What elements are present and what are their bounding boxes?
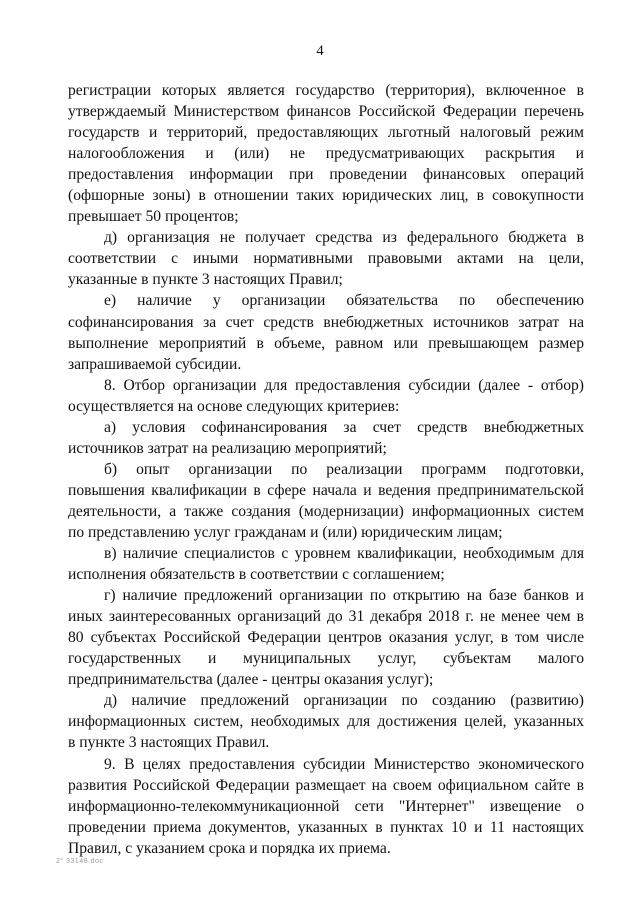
text-line: д) наличие предложений организации по созданию (развитию) [104, 692, 584, 710]
text-line: б) опыт организации по реализации программ подготовки, [104, 460, 584, 478]
paragraph-section-8 [68, 375, 584, 417]
text-line: 8. Отбор организации для предоставления субсидии (далее - отбор) [104, 376, 584, 394]
text-line: информационных систем, необходимых для достижения целей, указанных [68, 713, 584, 731]
text-line: повышения квалификации в сфере начала и ведения предпринимательской [68, 481, 584, 499]
footer-document-code: 2° 33148.doc [56, 858, 104, 865]
text-line: а) условия софинансирования за счет средств внебюджетных [104, 418, 584, 436]
paragraph-criterion-g [68, 585, 584, 690]
text-line: государственных и муниципальных услуг, субъектам малого [68, 650, 584, 668]
paragraph-item-d [68, 227, 584, 290]
text-line: е) наличие у организации обязательства по обеспечению [104, 292, 584, 310]
paragraph-section-9 [68, 754, 584, 859]
text-line: исполнения обязательств в соответствии с соглашением; [68, 566, 445, 584]
text-line: налогообложения и (или) не предусматривающих раскрытия и [68, 145, 584, 163]
page-number: 4 [316, 43, 324, 59]
text-line: Правил, с указанием срока и порядка их приема. [68, 839, 391, 857]
text-line: по представлению услуг гражданам и (или) юридическим лицам; [68, 523, 503, 541]
text-line: г) наличие предложений организации по открытию на базе банков и [104, 587, 584, 605]
text-line: запрашиваемой субсидии. [68, 355, 242, 373]
text-line: предпринимательства (далее - центры оказания услуг); [68, 671, 434, 689]
text-line: информационно-телекоммуникационной сети "Интернет" извещение о [68, 797, 584, 815]
text-line: иных заинтересованных организаций до 31 декабря 2018 г. не менее чем в [68, 608, 584, 626]
text-line: (офшорные зоны) в отношении таких юридических лиц, в совокупности [68, 187, 584, 205]
paragraph-criterion-v [68, 543, 584, 585]
text-line: осуществляется на основе следующих критериев: [68, 397, 400, 415]
text-line: проведении приема документов, указанных в пунктах 10 и 11 настоящих [68, 818, 584, 836]
text-line: превышает 50 процентов; [68, 208, 239, 226]
text-line: 80 субъектах Российской Федерации центров оказания услуг, в том числе [68, 629, 584, 647]
text-line: развития Российской Федерации размещает на своем официальном сайте в [68, 776, 584, 794]
text-line: источников затрат на реализацию мероприятий; [68, 439, 387, 457]
text-line: государств и территорий, предоставляющих льготный налоговый режим [68, 124, 584, 142]
text-line: софинансирования за счет средств внебюджетных источников затрат на [68, 313, 584, 331]
paragraph-criterion-b [68, 459, 584, 543]
text-line: д) организация не получает средства из федерального бюджета в [104, 229, 584, 247]
text-line: предоставления информации при проведении финансовых операций [68, 166, 584, 184]
paragraph-continuation [68, 80, 584, 227]
paragraph-criterion-a [68, 417, 584, 459]
text-line: указанные в пункте 3 настоящих Правил; [68, 271, 343, 289]
paragraph-item-e [68, 290, 584, 374]
paragraph-criterion-d [68, 690, 584, 753]
text-line: в пункте 3 настоящих Правил. [68, 734, 270, 752]
text-line: 9. В целях предоставления субсидии Министерство экономического [104, 755, 584, 773]
text-line: выполнение мероприятий в объеме, равном или превышающем размер [68, 334, 584, 352]
text-line: регистрации которых является государство (территория), включенное в [68, 82, 584, 99]
text-line: соответствии с иными нормативными правовыми актами на цели, [68, 250, 584, 268]
text-line: деятельности, а также создания (модернизации) информационных систем [68, 502, 584, 520]
document-body [68, 80, 584, 859]
text-line: утверждаемый Министерством финансов Российской Федерации перечень [68, 103, 584, 121]
text-line: в) наличие специалистов с уровнем квалификации, необходимым для [104, 545, 584, 563]
